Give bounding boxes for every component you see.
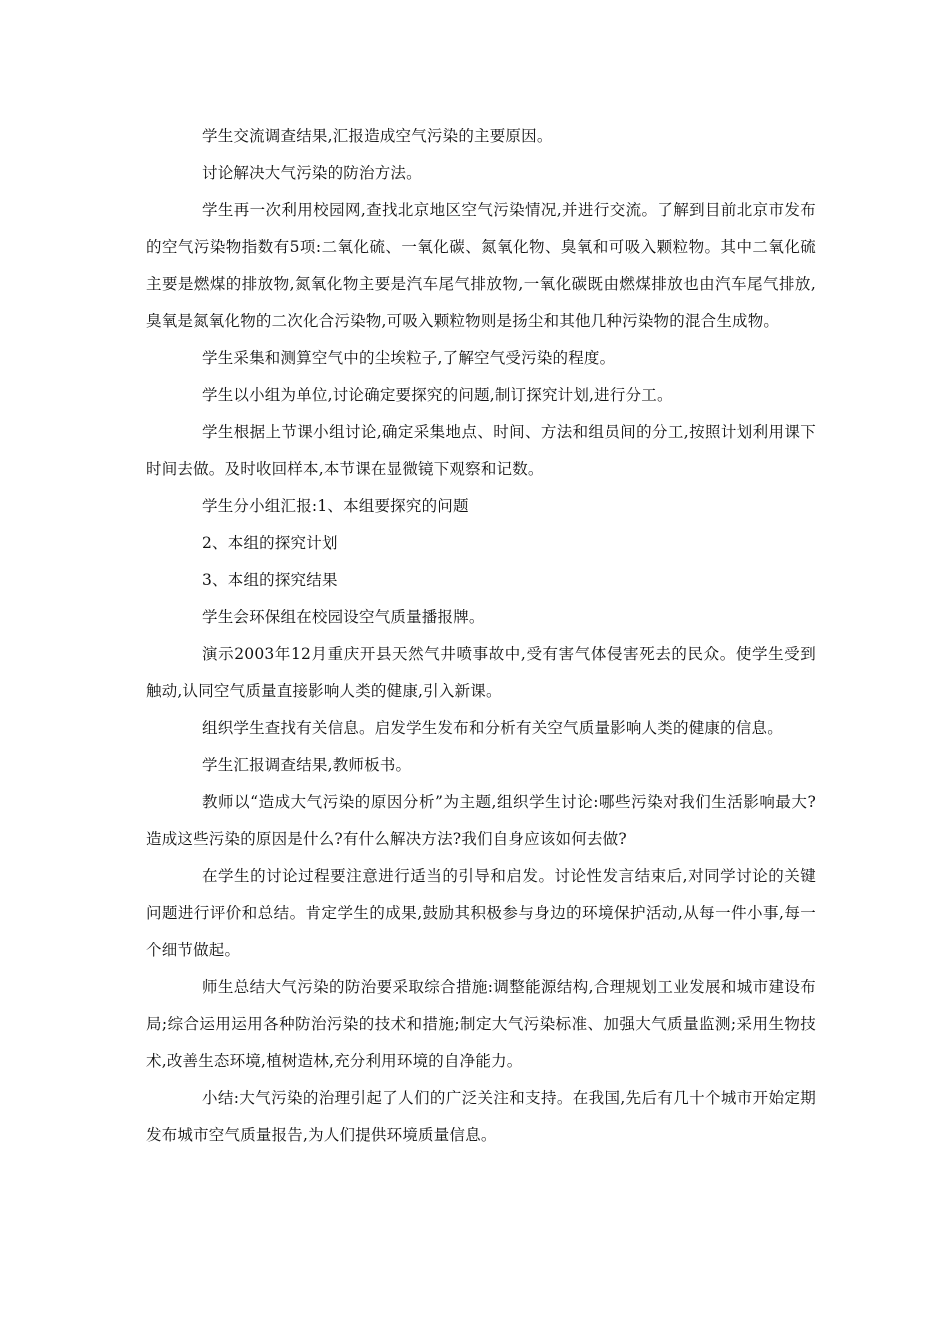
paragraph-5: 学生以小组为单位,讨论确定要探究的问题,制订探究计划,进行分工。: [202, 386, 673, 404]
paragraph-14: 教师以“造成大气污染的原因分析”为主题,组织学生讨论:哪些污染对我们生活影响最大?造成这些污染的原因是什么?有什么解决方法?我们自身应该如何去做?: [146, 793, 816, 848]
paragraph-2: 讨论解决大气污染的防治方法。: [202, 164, 422, 182]
paragraph-11: 演示2003年12月重庆开县天然气井喷事故中,受有害气体侵害死去的民众。使学生受到触动,认同空气质量直接影响人类的健康,引入新课。: [146, 645, 816, 700]
paragraph-6: 学生根据上节课小组讨论,确定采集地点、时间、方法和组员间的分工,按照计划利用课下时间去做。及时收回样本,本节课在显微镜下观察和记数。: [146, 423, 816, 478]
paragraph-3: 学生再一次利用校园网,查找北京地区空气污染情况,并进行交流。了解到目前北京市发布的空气污染物指数有5项:二氧化硫、一氧化碳、氮氧化物、臭氧和可吸入颗粒物。其中二氧化硫主要是燃煤的排放物,氮氧化物主要是汽车尾气排放物,一氧化碳既由燃煤排放也由汽车尾气排放,臭氧是氮氧化物的二次化合污染物,可吸入颗粒物则是扬尘和其他几种污染物的混合生成物。: [146, 201, 816, 330]
paragraph-9: 3、本组的探究结果: [202, 571, 338, 589]
paragraph-10: 学生会环保组在校园设空气质量播报牌。: [202, 608, 485, 626]
paragraph-17: 小结:大气污染的治理引起了人们的广泛关注和支持。在我国,先后有几十个城市开始定期发布城市空气质量报告,为人们提供环境质量信息。: [146, 1089, 816, 1144]
paragraph-1: 学生交流调查结果,汇报造成空气污染的主要原因。: [202, 127, 553, 145]
paragraph-13: 学生汇报调查结果,教师板书。: [202, 756, 412, 774]
paragraph-12: 组织学生查找有关信息。启发学生发布和分析有关空气质量影响人类的健康的信息。: [202, 719, 783, 737]
document-body: [146, 118, 816, 1154]
paragraph-7: 学生分小组汇报:1、本组要探究的问题: [202, 497, 469, 515]
paragraph-15: 在学生的讨论过程要注意进行适当的引导和启发。讨论性发言结束后,对同学讨论的关键问题进行评价和总结。肯定学生的成果,鼓励其积极参与身边的环境保护活动,从每一件小事,每一个细节做起。: [146, 867, 816, 959]
paragraph-4: 学生采集和测算空气中的尘埃粒子,了解空气受污染的程度。: [202, 349, 616, 367]
paragraph-8: 2、本组的探究计划: [202, 534, 338, 552]
paragraph-16: 师生总结大气污染的防治要采取综合措施:调整能源结构,合理规划工业发展和城市建设布局;综合运用运用各种防治污染的技术和措施;制定大气污染标准、加强大气质量监测;采用生物技术,改善生态环境,植树造林,充分利用环境的自净能力。: [146, 978, 816, 1070]
